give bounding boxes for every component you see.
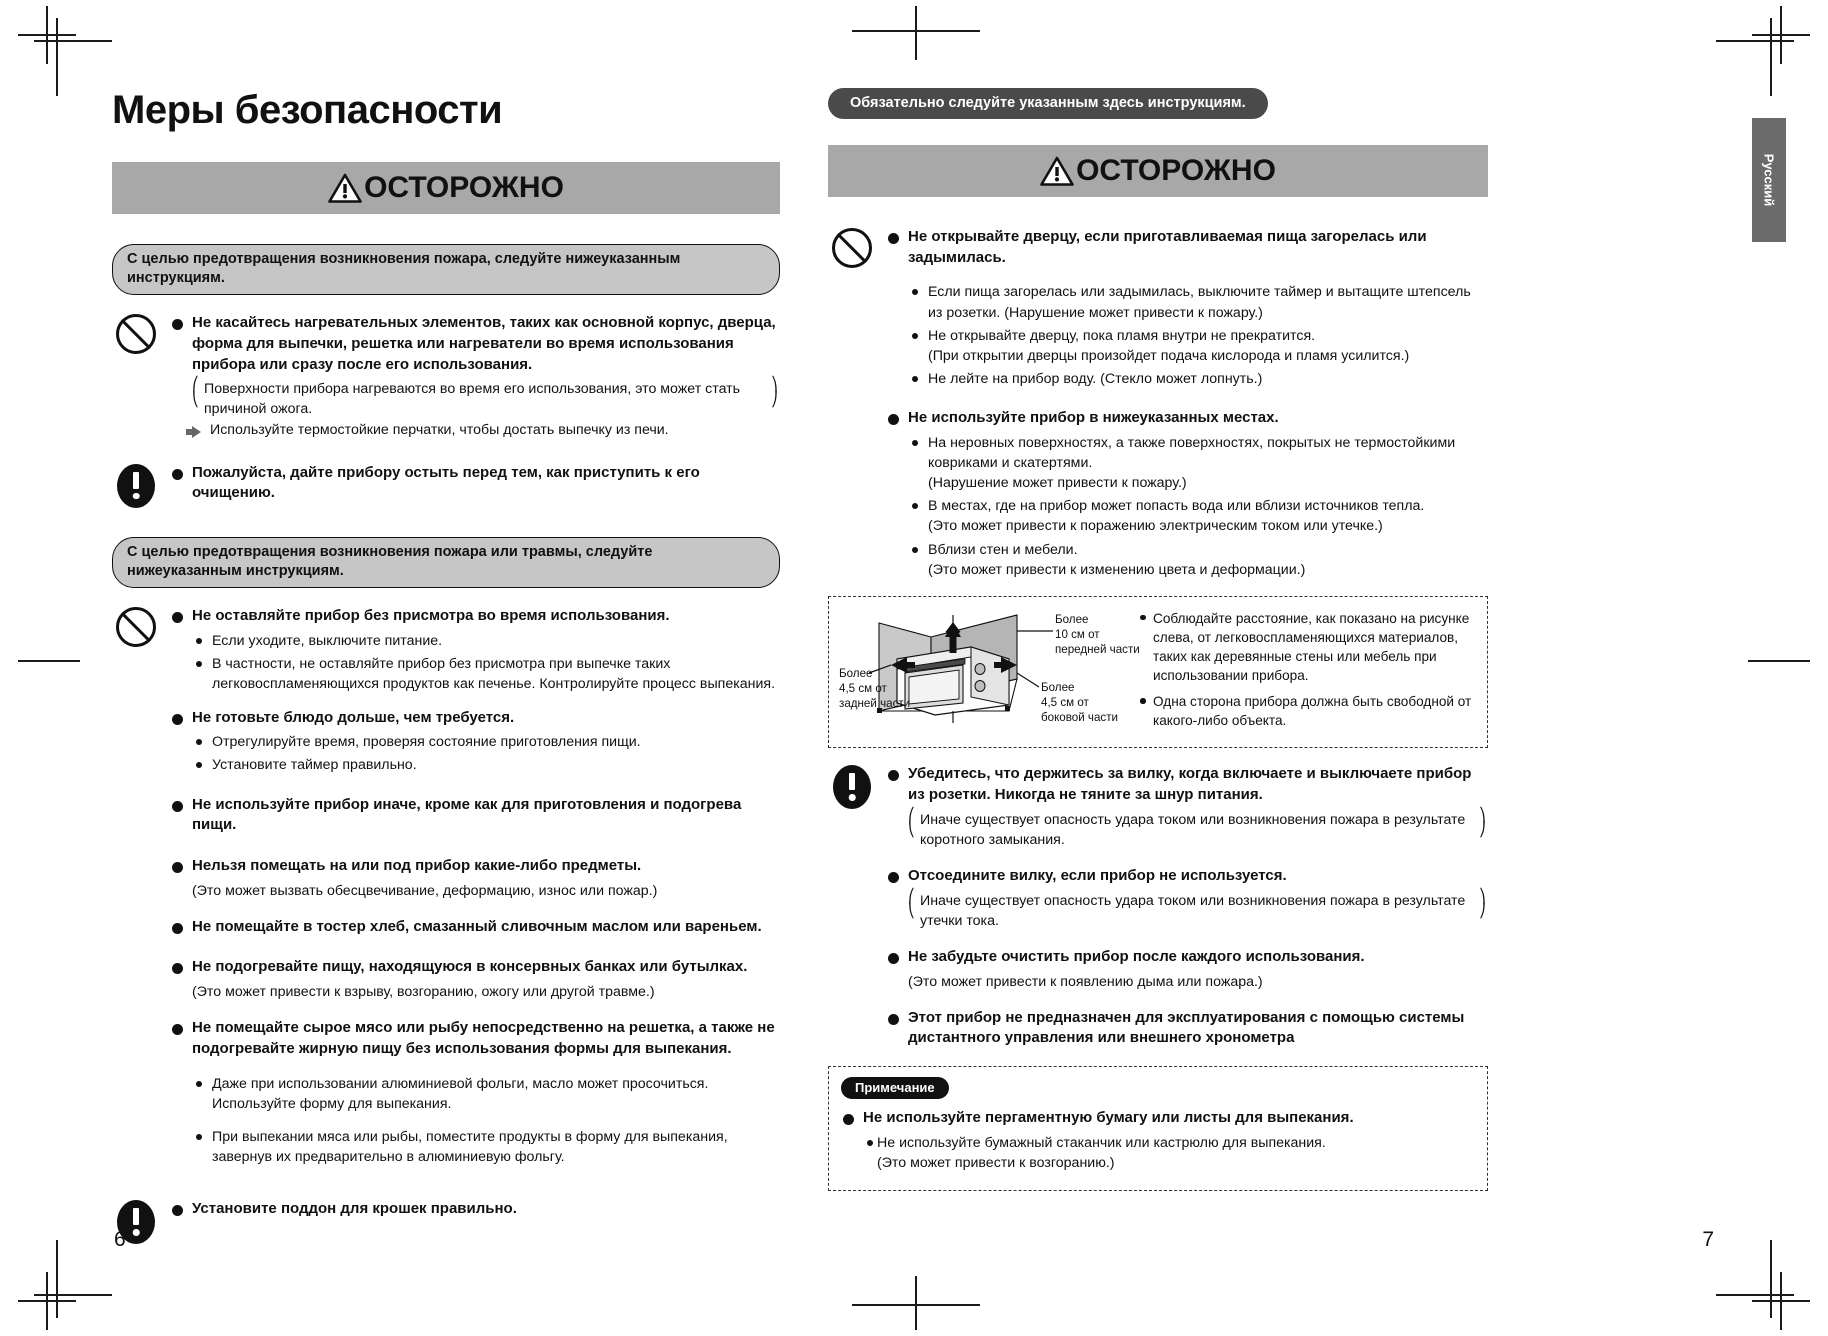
- item-note: (Это может привести к взрыву, возгоранию, ожогу или другой травме.): [192, 984, 655, 1001]
- item-subbullet: Даже при использовании алюминиевой фольги, масло может просочиться. Используйте форму для выпекания.: [170, 1074, 780, 1114]
- crop-mark-top-left-h: [34, 40, 112, 42]
- item-title: Не используйте прибор иначе, кроме как для приготовления и подогрева пищи.: [170, 795, 780, 836]
- item-subbullet: При выпекании мяса или рыбы, поместите продукты в форму для выпекания, завернув их предварительно в алюминиевую фольгу.: [170, 1127, 780, 1167]
- item-subbullet: Установите таймер правильно.: [170, 755, 780, 775]
- clearance-diagram-box: [828, 596, 1488, 748]
- icon-gutter: [112, 606, 170, 1170]
- crop-mark-top-right-v: [1770, 18, 1772, 96]
- item-title: Отсоедините вилку, если прибор не используется.: [886, 866, 1488, 887]
- item-paren-text: Поверхности прибора нагреваются во время его использования, это может стать причиной ожога.: [204, 381, 741, 418]
- caution-banner-right: [828, 145, 1488, 197]
- safety-item-plug-handling: [828, 764, 1488, 1053]
- item-title: Этот прибор не предназначен для эксплуатирования с помощью системы дистантного управления или внешнего хронометра: [886, 1008, 1488, 1049]
- item-title: Пожалуйста, дайте прибору остыть перед тем, как приступить к его очищению.: [170, 463, 780, 504]
- mandatory-exclamation-icon: [833, 765, 871, 809]
- item-subbullet: [886, 326, 1488, 366]
- bracket-right: ⎞ ⎠: [1478, 807, 1486, 838]
- prohibition-icon: [832, 228, 872, 268]
- item-paren-note: [170, 379, 780, 419]
- item-subbullet: [886, 540, 1488, 580]
- diagram-label-top: [1055, 613, 1140, 657]
- item-title: Не оставляйте прибор без присмотра во время использования.: [170, 606, 780, 627]
- prohibition-icon: [116, 607, 156, 647]
- section-header-fire-prevention: С целью предотвращения возникновения пожара, следуйте нижеуказанным инструкциям.: [112, 244, 780, 295]
- item-note: (Это может вызвать обесцвечивание, деформацию, износ или пожар.): [192, 882, 658, 899]
- crop-mark-bottom-left-h: [34, 1294, 112, 1296]
- crop-mark-bottom-right-v: [1770, 1240, 1772, 1318]
- item-title: Не готовьте блюдо дольше, чем требуется.: [170, 708, 780, 729]
- item-paren-note: [886, 807, 1488, 850]
- notice-box: [828, 1066, 1488, 1191]
- bracket-left: ⎛ ⎝: [192, 377, 200, 408]
- right-page-column: [828, 88, 1488, 1191]
- item-subbullet: Если пища загорелась или задымилась, выключите таймер и вытащите штепсель из розетки. (Нарушение может привести к пожару.): [886, 282, 1488, 322]
- follow-instructions-pill: Обязательно следуйте указанным здесь инструкциям.: [828, 88, 1268, 119]
- notice-subbullet: [841, 1133, 1475, 1173]
- icon-gutter: [828, 764, 886, 1053]
- warning-triangle-icon: [328, 173, 362, 203]
- clearance-note: Соблюдайте расстояние, как показано на рисунке слева, от легковоспламеняющихся материалов, таких как деревянные стены или мебель при использовании прибора.: [1139, 609, 1475, 685]
- item-paren-text: Иначе существует опасность удара током или возникновения пожара в результате утечки тока.: [920, 892, 1466, 929]
- crop-mark-mid-left: [18, 660, 80, 662]
- subbullet-line1: Не открывайте дверцу, пока пламя внутри не прекратится.: [928, 327, 1316, 344]
- bracket-right: ⎞ ⎠: [770, 377, 778, 408]
- item-title: Не открывайте дверцу, если приготавливаемая пища загорелась или задымилась.: [886, 227, 1488, 268]
- item-note: (Это может привести к появлению дыма или пожара.): [908, 973, 1263, 990]
- item-subbullet: Если уходите, выключите питание.: [170, 631, 780, 651]
- label-line2: 4,5 см от: [839, 681, 887, 695]
- safety-item-let-cool: [112, 463, 780, 508]
- crop-mark-bottom-right-h: [1716, 1294, 1794, 1296]
- safety-item-heating-elements: [112, 313, 780, 440]
- crop-mark-bottom-left-v: [56, 1240, 58, 1318]
- section-header-fire-or-injury: С целью предотвращения возникновения пожара или травмы, следуйте нижеуказанным инструкциям.: [112, 537, 780, 588]
- clearance-note: Одна сторона прибора должна быть свободной от какого-либо объекта.: [1139, 692, 1475, 730]
- item-arrow-note: Используйте термостойкие перчатки, чтобы достать выпечку из печи.: [170, 420, 780, 440]
- page-number-left: 6: [114, 1228, 126, 1251]
- subbullet-line1: На неровных поверхностях, а также поверхностях, покрытых не термостойкими ковриками и скатертями.: [928, 434, 1456, 471]
- label-line1: Более: [839, 666, 873, 680]
- oven-clearance-diagram: [839, 607, 1140, 725]
- prohibition-icon: [116, 314, 156, 354]
- crop-mark-center-top-v: [915, 6, 917, 60]
- item-title: Убедитесь, что держитесь за вилку, когда включаете и выключаете прибор из розетки. Никогда не тяните за шнур питания.: [886, 764, 1488, 805]
- item-title: Нельзя помещать на или под прибор какие-либо предметы.: [170, 856, 780, 877]
- safety-item-crumb-tray: [112, 1199, 780, 1244]
- bracket-left: ⎛ ⎝: [908, 888, 916, 919]
- icon-gutter: [828, 227, 886, 583]
- mandatory-exclamation-icon: [117, 464, 155, 508]
- label-line1: Более: [1055, 612, 1089, 626]
- subbullet-line1: Не используйте бумажный стаканчик или кастрюлю для выпекания.: [877, 1134, 1326, 1151]
- subbullet-line2: (Это может привести к возгоранию.): [877, 1154, 1115, 1171]
- page-number-right: 7: [1702, 1228, 1714, 1251]
- subbullet-line1: Вблизи стен и мебели.: [928, 541, 1078, 558]
- side-tab-label: Русский: [1761, 153, 1777, 207]
- notice-title: Не используйте пергаментную бумагу или листы для выпекания.: [841, 1108, 1475, 1129]
- subbullet-line2: (Нарушение может привести к пожару.): [928, 475, 1187, 492]
- item-title: Не подогревайте пищу, находящуюся в консервных банках или бутылках.: [170, 957, 780, 978]
- diagram-label-right: [1041, 681, 1118, 725]
- item-title: Не касайтесь нагревательных элементов, таких как основной корпус, дверца, форма для выпечки, решетка или нагреватели во время использования прибора или сразу после его использования.: [170, 313, 780, 375]
- crop-mark-top-left-v: [56, 18, 58, 96]
- diagram-label-left: [839, 667, 910, 711]
- subbullet-line2: (Это может привести к поражению электрическим током или утечке.): [928, 518, 1383, 535]
- crop-mark-center-bottom-v: [915, 1276, 917, 1330]
- label-line3: передней части: [1055, 642, 1140, 656]
- language-side-tab: [1752, 118, 1786, 242]
- icon-gutter: [112, 463, 170, 508]
- item-title: Не помещайте в тостер хлеб, смазанный сливочным маслом или вареньем.: [170, 917, 780, 938]
- item-title: Не помещайте сырое мясо или рыбу непосредственно на решетка, а также не подогревайте жирную пищу без использования формы для выпекания.: [170, 1018, 780, 1059]
- label-line3: боковой части: [1041, 710, 1118, 724]
- bracket-right: ⎞ ⎠: [1478, 888, 1486, 919]
- item-title: Не используйте прибор в нижеуказанных местах.: [886, 408, 1488, 429]
- subbullet-line2: (При открытии дверцы произойдет подача кислорода и пламя усилится.): [928, 347, 1410, 364]
- caution-banner-right-label: ОСТОРОЖНО: [1076, 154, 1276, 187]
- crop-mark-top-right-h: [1716, 40, 1794, 42]
- label-line3: задней части: [839, 696, 911, 710]
- item-title: Не забудьте очистить прибор после каждого использования.: [886, 947, 1488, 968]
- item-title: Установите поддон для крошек правильно.: [170, 1199, 780, 1220]
- page-title: Меры безопасности: [112, 88, 503, 132]
- item-subbullet: В частности, не оставляйте прибор без присмотра при выпечке таких легковоспламеняющихся продуктов как печенье. Контролируйте процесс выпекания.: [170, 654, 780, 694]
- caution-banner-left: [112, 162, 780, 214]
- item-subbullet: Отрегулируйте время, проверяя состояние приготовления пищи.: [170, 732, 780, 752]
- item-subbullet: [886, 496, 1488, 536]
- left-page-column: [112, 88, 780, 1257]
- label-line2: 10 см от: [1055, 627, 1100, 641]
- subbullet-line2: (Это может привести к изменению цвета и деформации.): [928, 561, 1306, 578]
- notice-tag: Примечание: [841, 1077, 949, 1099]
- caution-banner-left-label: ОСТОРОЖНО: [364, 171, 564, 204]
- item-subbullet: Не лейте на прибор воду. (Стекло может лопнуть.): [886, 369, 1488, 389]
- registration-mark-top-left: [18, 6, 76, 64]
- registration-mark-top-right: [1752, 6, 1810, 64]
- item-subbullet: [886, 433, 1488, 493]
- bracket-left: ⎛ ⎝: [908, 807, 916, 838]
- crop-mark-mid-right: [1748, 660, 1810, 662]
- label-line2: 4,5 см от: [1041, 695, 1089, 709]
- item-paren-note: [886, 888, 1488, 931]
- registration-mark-bottom-left: [18, 1272, 76, 1330]
- label-line1: Более: [1041, 680, 1075, 694]
- registration-mark-bottom-right: [1752, 1272, 1810, 1330]
- warning-triangle-icon: [1040, 156, 1074, 186]
- safety-item-unattended: [112, 606, 780, 1170]
- icon-gutter: [112, 313, 170, 440]
- safety-item-door-fire: [828, 227, 1488, 583]
- clearance-notes: [1139, 607, 1475, 737]
- item-paren-text: Иначе существует опасность удара током или возникновения пожара в результате коротного замыкания.: [920, 811, 1466, 848]
- subbullet-line1: В местах, где на прибор может попасть вода или вблизи источников тепла.: [928, 498, 1425, 515]
